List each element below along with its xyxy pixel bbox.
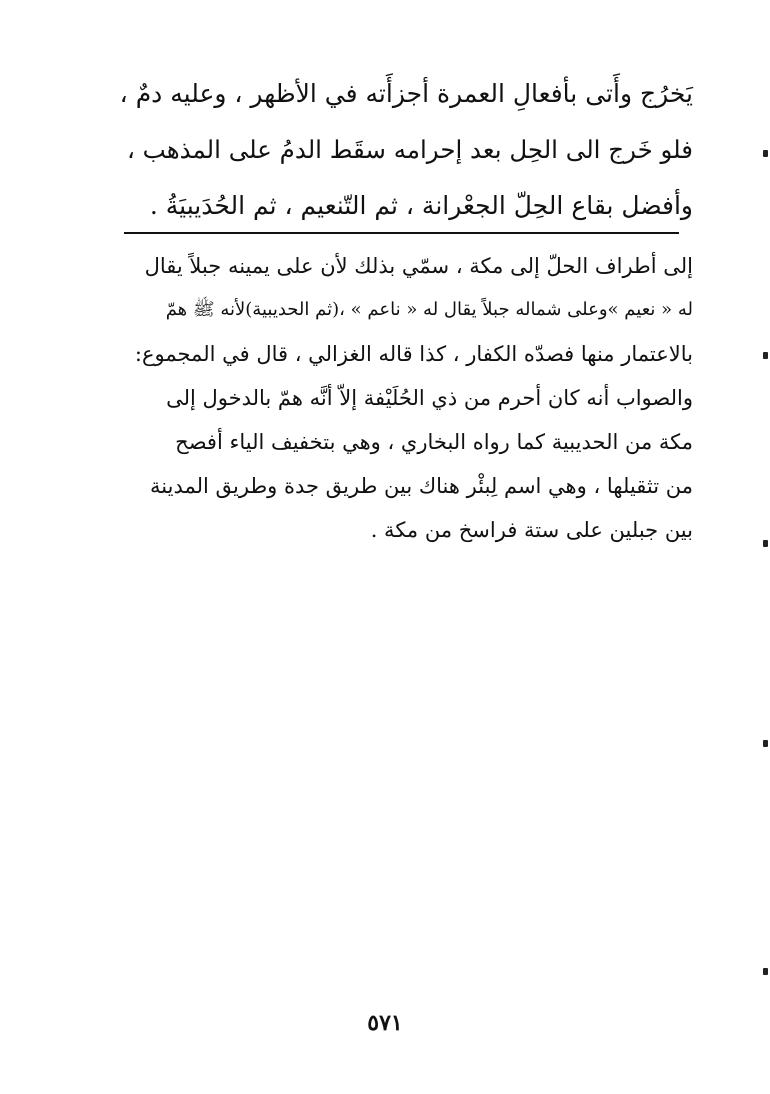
scan-edge-mark	[763, 150, 768, 157]
footnote-divider	[124, 232, 679, 234]
footnote-line: بين جبلين على ستة فراسخ من مكة .	[370, 518, 693, 542]
scan-edge-mark	[763, 352, 768, 359]
scan-edge-mark	[763, 968, 768, 975]
footnote-line: والصواب أنه كان أحرم من ذي الحُلَيْفة إلاّ أنَّه همّ بالدخول إلى	[166, 386, 693, 410]
footnote-line: مكة من الحديبية كما رواه البخاري ، وهي بتخفيف الياء أفصح	[175, 430, 693, 454]
main-text-line: وأفضل بقاع الحِلّ الجعْرانة ، ثم التّنعيم ، ثم الحُدَيبيَةُ .	[149, 191, 693, 220]
main-text-block	[118, 66, 693, 234]
footnote-line: بالاعتمار منها فصدّه الكفار ، كذا قاله الغزالي ، قال في المجموع:	[134, 342, 693, 366]
footnote-line: له « نعيم »وعلى شماله جبلاً يقال له « ناعم » ،(ثم الحديبية)لأنه ﷺ همّ	[165, 299, 693, 320]
main-text-line: فلو خَرج الى الحِل بعد إحرامه سقَط الدمُ على المذهب ،	[126, 135, 693, 164]
scan-edge-mark	[763, 540, 768, 547]
footnote-line: من تثقيلها ، وهي اسم لِبئْر هناك بين طريق جدة وطريق المدينة	[150, 474, 693, 498]
scan-edge-mark	[763, 740, 768, 747]
main-text-line: يَخرُج وأَتى بأفعالِ العمرة أجزأَته في الأظهر ، وعليه دمٌ ،	[119, 79, 693, 108]
footnote-block	[118, 244, 693, 552]
page-number: ٥٧١	[367, 1010, 403, 1036]
footnote-line: إلى أطراف الحلّ إلى مكة ، سمّي بذلك لأن على يمينه جبلاً يقال	[144, 254, 693, 278]
